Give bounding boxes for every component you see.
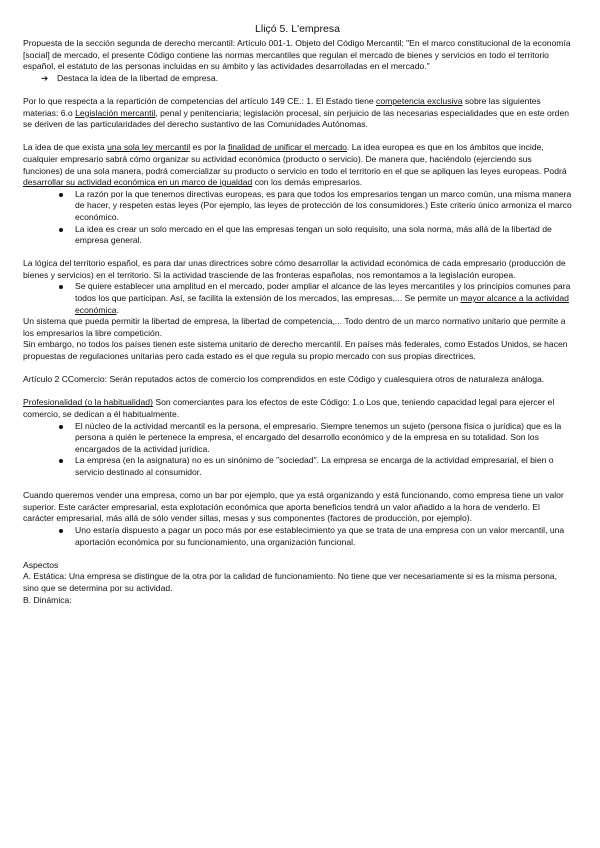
- list-item: El núcleo de la actividad mercantil es la persona, el empresario. Siempre tenemos un sujeto (persona física o jurídica) que es la persona a quién le pertenece la empresa, el encargado del desarrollo económico y de la empresa en su totalidad. Son los encargados de la actividad jurídica.: [75, 421, 572, 456]
- paragraph-ley-mercantil: [23, 142, 572, 188]
- underlined-competencia-exclusiva: competencia exclusiva: [376, 95, 463, 106]
- text-run: con los demás empresarios.: [252, 177, 363, 188]
- paragraph-article-001: Propuesta de la sección segunda de derecho mercantil: Artículo 001-1. Objeto del Código Mercantil: "En el marco constitucional de la economía [social] de mercado, el presente Código contiene las normas mercantiles que regulan el mercado de bienes y servicios en todo el territorio español, el estatuto de las personas incluidas en su ámbito y las actividades desarrolladas en el mercado.": [23, 38, 571, 72]
- paragraph-articulo-2: Artículo 2 CComercio: Serán reputados actos de comercio los comprendidos en este Código y cualesquiera otros de naturaleza análoga.: [23, 374, 545, 385]
- text-run: es por la: [190, 142, 228, 153]
- underlined-mayor-alcance: mayor alcance a la actividad económica: [75, 293, 569, 315]
- paragraph-vender-empresa: Cuando queremos vender una empresa, como un bar por ejemplo, que ya está organizando y está funcionando, como empresa tiene un valor superior. Este carácter empresarial, esta explotación económica que aporta beneficios tendrá un valor añadido a la hora de venderlo. El carácter empresarial, más allá de sólo vender sillas, mesas y sus componentes (factores de producción, por ejemplo).: [23, 490, 564, 524]
- text-run: Se quiere establecer una amplitud en el mercado, poder ampliar el alcance de las leyes mercantiles y los principios comunes para todos los que participan. Así, se facilita la extensión de los mercados, las empresas,... Se permite un: [75, 281, 571, 304]
- list-item: Uno estaría dispuesto a pagar un poco más por ese establecimiento ya que se trata de una empresa con un valor mercantil, una aportación económica por su funcionamiento, una organización funcional.: [75, 525, 572, 548]
- paragraph-article-149: [23, 96, 572, 131]
- underlined-finalidad: finalidad de unificar el mercado: [227, 142, 347, 153]
- arrow-note-text: Destaca la idea de la libertad de empresa.: [57, 72, 218, 83]
- text-run: . La idea europea es que en los ámbitos que incide, cualquier empresario sabrá cómo organizar su actividad económica (producto o servicio). De manera que, haciéndolo (ejerciendo sus funciones) de una sola manera, podrá comercializar su producto o servicio en todo el territorio en el que se apliquen las leyes europeas. Podrá: [23, 142, 567, 176]
- arrow-note: [23, 73, 572, 85]
- aspecto-dinamica: B. Dinámica:: [23, 594, 72, 605]
- underlined-legislacion-mercantil: Legislación mercantil: [75, 107, 156, 118]
- aspecto-estatica: A. Estática: Una empresa se distingue de la otra por la calidad de funcionamiento. No tiene que ver necesariamente si es la misma persona, sino que se determina por su actividad.: [23, 571, 558, 593]
- underlined-profesionalidad: Profesionalidad (o la habitualidad): [23, 397, 153, 408]
- list-item: La empresa (en la asignatura) no es un sinónimo de "sociedad". La empresa se encarga de la actividad empresarial, el bien o servicio destinado al consumidor.: [75, 455, 572, 478]
- underlined-una-sola-ley: una sola ley mercantil: [107, 142, 191, 153]
- paragraph-sin-embargo: Sin embargo, no todos los países tienen este sistema unitario de derecho mercantil. En países más federales, como Estados Unidos, se hacen propuestas de regulaciones unitarias pero cada estado es el que regula su propio mercado con sus propias directrices.: [23, 339, 568, 362]
- paragraph-logica-territorio: La lógica del territorio español, es para dar unas directrices sobre cómo desarrollar la actividad económica de cada empresario (producción de bienes y servicios) en el territorio. Si la actividad trasciende de las fronteras españolas, nos remontamos a la legislación europea.: [23, 258, 566, 280]
- list-item: [75, 281, 572, 316]
- arrow-right-icon: ➔: [41, 72, 49, 83]
- bullet-list-empresario: [23, 421, 572, 479]
- paragraph-sistema-unitario: Un sistema que pueda permitir la libertad de empresa, la libertad de competencia,... Todo dentro de un marco normativo unitario que permite a los empresarios la libre competición.: [23, 316, 566, 338]
- text-run: La idea de que exista: [23, 142, 108, 153]
- bullet-list-directivas: [23, 189, 572, 247]
- text-run: .: [116, 304, 119, 315]
- text-run: , penal y penitenciaria; legislación procesal, sin perjuicio de las necesarias especialidades que en este orden se deriven de las particularidades del derecho sustantivo de las Comunidades Autónomas.: [23, 107, 570, 130]
- list-item: La idea es crear un solo mercado en el que las empresas tengan un solo requisito, una sola norma, más allá de la libertad de empresa general.: [75, 224, 572, 247]
- paragraph-profesionalidad: [23, 397, 572, 420]
- list-item: La razón por la que tenemos directivas europeas, es para que todos los empresarios tengan un marco común, una misma manera de hacer, y respeten estas leyes (Por ejemplo, las leyes de protección de los consumidores.) Este criterio único armoniza el marco económico.: [75, 188, 572, 222]
- underlined-marco-igualdad: desarrollar su actividad económica en un marco de igualdad: [23, 177, 253, 188]
- bullet-list-amplitud: [23, 281, 572, 316]
- text-run: Son comerciantes para los efectos de este Código: 1.o Los que, teniendo capacidad legal para ejercer el comercio, se dedican a él habitualmente.: [23, 397, 555, 419]
- text-run: Por lo que respecta a la repartición de competencias del artículo 149 CE.: 1. El Estado tiene: [23, 95, 377, 106]
- text-run: sobre las siguientes materias: 6.o: [23, 95, 541, 118]
- aspectos-heading: Aspectos: [23, 559, 59, 570]
- page-title: Lliçó 5. L'empresa: [255, 23, 340, 35]
- bullet-list-valor: [23, 525, 572, 548]
